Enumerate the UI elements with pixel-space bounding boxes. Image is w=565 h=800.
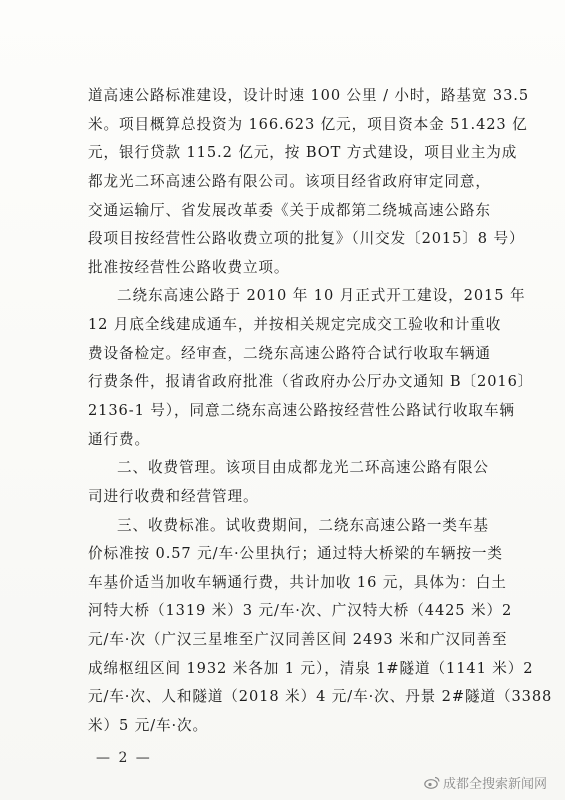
paragraph-line: 行费条件，报请省政府批准（省政府办公厅办文通知 B〔2016〕 (88, 373, 534, 390)
paragraph-line: 2136-1 号），同意二绕东高速公路按经营性公路试行收取车辆 (88, 402, 515, 419)
page-number: — 2 — (96, 750, 152, 766)
paragraph-line: 费设备检定。经审查，二绕东高速公路符合试行收取车辆通 (88, 345, 491, 362)
paragraph-line: 价标准按 0.57 元/车·公里执行；通过特大桥梁的车辆按一类 (88, 545, 503, 562)
paragraph-line: 成绵枢纽区间 1932 米各加 1 元），清泉 1#隧道（1141 米）2 (88, 660, 534, 677)
paragraph-line: 三、收费标准。试收费期间，二绕东高速公路一类车基 (117, 517, 489, 534)
watermark (424, 773, 547, 792)
paragraph-line: 二、收费管理。该项目由成都龙光二环高速公路有限公 (117, 459, 489, 476)
paragraph-line: 道高速公路标准建设，设计时速 100 公里 / 小时，路基宽 33.5 (88, 87, 530, 104)
paragraph-line: 米。项目概算总投资为 166.623 亿元，项目资本金 51.423 亿 (88, 116, 528, 133)
paragraph-line: 车基价适当加收车辆通行费，共计加收 16 元，具体为：白土 (88, 574, 507, 591)
paragraph-line: 司进行收费和经营管理。 (88, 488, 259, 505)
paragraph-line: 段项目按经营性公路收费立项的批复》（川交发〔2015〕8 号） (88, 230, 525, 247)
paragraph-line: 交通运输厅、省发展改革委《关于成都第二绕城高速公路东 (88, 202, 491, 219)
weibo-logo-icon (424, 776, 440, 789)
paragraph-line: 河特大桥（1319 米）3 元/车·次、广汉特大桥（4425 米）2 (88, 602, 513, 619)
paragraph-line: 通行费。 (88, 431, 150, 448)
paragraph-line: 元/车·次、人和隧道（2018 米）4 元/车·次、丹景 2#隧道（3388 (88, 688, 553, 705)
paragraph-line: 元/车·次（广汉三星堆至广汉同善区间 2493 米和广汉同善至 (88, 631, 508, 648)
paragraph-line: 元，银行贷款 115.2 亿元，按 BOT 方式建设，项目业主为成 (88, 144, 518, 161)
paragraph-line: 米）5 元/车·次。 (88, 717, 209, 734)
paragraph-line: 二绕东高速公路于 2010 年 10 月正式开工建设，2015 年 (117, 287, 526, 304)
paragraph-line: 批准按经营性公路收费立项。 (88, 259, 290, 276)
paragraph-line: 12 月底全线建成通车，并按相关规定完成交工验收和计重收 (88, 316, 502, 333)
watermark-text: 成都全搜索新闻网 (442, 777, 547, 792)
paragraph-line: 都龙光二环高速公路有限公司。该项目经省政府审定同意， (88, 173, 491, 190)
